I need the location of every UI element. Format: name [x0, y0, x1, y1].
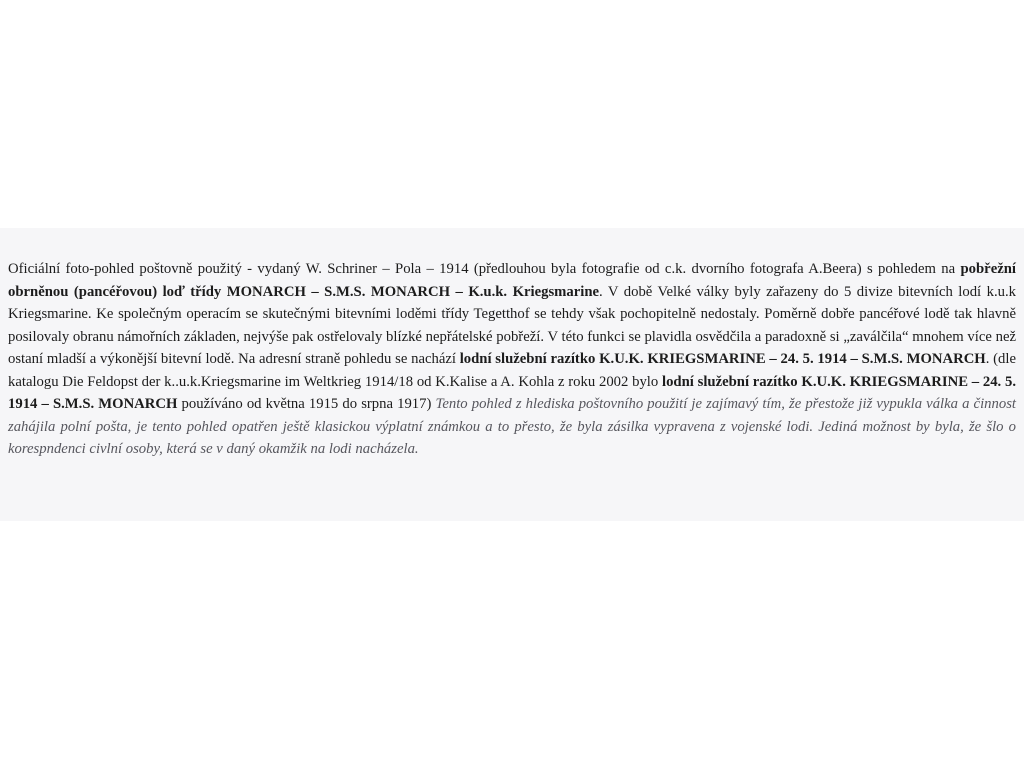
text-segment: používáno od května 1915 do srpna 1917): [177, 396, 436, 412]
text-segment: . V době Velké války byly zařazeny do 5 divize bitevních lodí k.u.k Kriegsmarine. Ke společným operacím se skutečnými bitevními loděmi třídy Tegetthof se tehdy však pochopitelně nedostaly. Poměrně dobře pancéřové lodě tak hlavně posilovaly obranu námořních základen, nejvýše pak ostřelovaly blízké nepřátelské pobřeží. V této funkci se plavidla osvědčila a paradoxně si „zaválčila“ mnohem více než ostaní mladší a výkonější bitevní lodě. Na adresní straně pohledu se nachází: [8, 283, 1016, 367]
bold-postmark-phrase: lodní služební razítko K.U.K. KRIEGSMARINE – 24. 5. 1914 – S.M.S. MONARCH: [459, 351, 986, 367]
bold-postmark-phrase: lodní služební razítko K.U.K. KRIEGSMARINE – 24. 5. 1914 – S.M.S. MONARCH: [8, 373, 1016, 412]
document-paragraph: [8, 258, 1016, 461]
text-segment: Oficiální foto-pohled poštovně použitý - vydaný W. Schriner – Pola – 1914 (předlouhou byla fotografie od c.k. dvorního fotografa A.Beera) s pohledem na: [8, 261, 961, 277]
bold-ship-class-phrase: pobřežní obrněnou (pancéřovou) loď třídy MONARCH – S.M.S. MONARCH – K.u.k. Kriegsmarine: [8, 261, 1016, 300]
italic-note: Tento pohled z hlediska poštovního použití je zajímavý tím, že přestože již vypukla válka a činnost zahájila polní pošta, je tento pohled opatřen ještě klasickou výplatní známkou a to přesto, že byla zásilka vypravena z vojenské lodi. Jediná možnost by byla, že šlo o korespndenci civlní osoby, která se v daný okamžik na lodi nacházela.: [8, 396, 1016, 457]
text-segment: . (dle katalogu Die Feldopst der k..u.k.Kriegsmarine im Weltkrieg 1914/18 od K.Kalise a A. Kohla z roku 2002 bylo: [8, 351, 1016, 390]
